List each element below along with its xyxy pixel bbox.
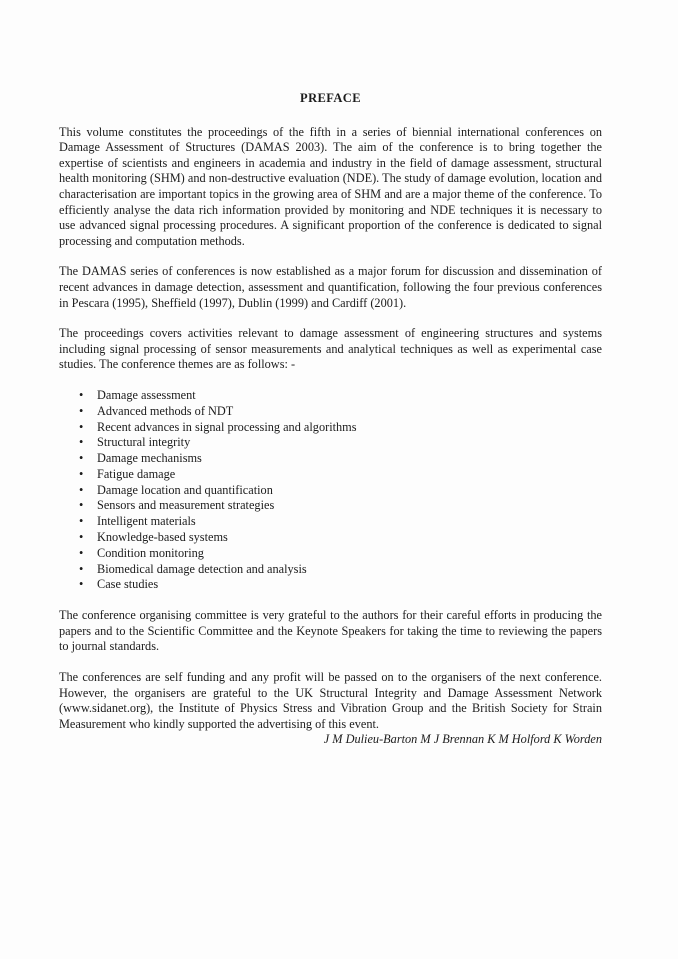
bullet-icon: • [79, 530, 84, 545]
theme-label: Damage location and quantification [97, 482, 273, 497]
acknowledgement-paragraph: The conference organising committee is very grateful to the authors for their careful efforts in producing the papers and to the Scientific Committee and the Keynote Speakers for taking the time to reviewing the papers to journal standards. [59, 608, 602, 654]
theme-label: Knowledge-based systems [97, 530, 228, 545]
bullet-icon: • [79, 482, 84, 497]
list-item [59, 404, 602, 420]
list-item [59, 514, 602, 530]
list-item [59, 435, 602, 451]
bullet-icon: • [79, 466, 84, 481]
theme-label: Biomedical damage detection and analysis [97, 561, 307, 576]
bullet-icon: • [79, 577, 84, 592]
list-item [59, 467, 602, 483]
editors-signature: J M Dulieu-Barton M J Brennan K M Holford K Worden [323, 732, 602, 747]
bullet-icon: • [79, 451, 84, 466]
bullet-icon: • [79, 514, 84, 529]
bullet-icon: • [79, 435, 84, 450]
bullet-icon: • [79, 545, 84, 560]
series-paragraph: The DAMAS series of conferences is now established as a major forum for discussion and dissemination of recent advances in damage detection, assessment and quantification, following the four previous conferences in Pescara (1995), Sheffield (1997), Dublin (1999) and Cardiff (2001). [59, 264, 602, 310]
list-item [59, 530, 602, 546]
intro-paragraph: This volume constitutes the proceedings of the fifth in a series of biennial international conferences on Damage Assessment of Structures (DAMAS 2003). The aim of the conference is to bring together the expertise of scientists and engineers in academia and industry in the field of damage assessment, structural health monitoring (SHM) and non-destructive evaluation (NDE). The study of damage evolution, location and characterisation are important topics in the growing area of SHM and are a major theme of the conference. To efficiently analyse the data rich information provided by monitoring and NDE techniques it is necessary to use advanced signal processing procedures. A significant proportion of the conference is dedicated to signal processing and computation methods. [59, 124, 602, 248]
theme-label: Recent advances in signal processing and algorithms [97, 419, 357, 434]
theme-label: Sensors and measurement strategies [97, 498, 275, 513]
list-item [59, 498, 602, 514]
preface-content [59, 91, 602, 748]
proceedings-paragraph: The proceedings covers activities relevant to damage assessment of engineering structures and systems including signal processing of sensor measurements and analytical techniques as well as experimental case studies. The conference themes are as follows: - [59, 326, 602, 372]
theme-label: Damage mechanisms [97, 451, 202, 466]
theme-label: Fatigue damage [97, 466, 176, 481]
list-item [59, 546, 602, 562]
list-item [59, 388, 602, 404]
theme-label: Damage assessment [97, 387, 196, 402]
themes-list [59, 388, 602, 593]
theme-label: Intelligent materials [97, 514, 196, 529]
bullet-icon: • [79, 387, 84, 402]
list-item [59, 577, 602, 593]
bullet-icon: • [79, 419, 84, 434]
theme-label: Structural integrity [97, 435, 191, 450]
theme-label: Advanced methods of NDT [97, 403, 234, 418]
list-item [59, 420, 602, 436]
theme-label: Case studies [97, 577, 159, 592]
bullet-icon: • [79, 498, 84, 513]
bullet-icon: • [79, 403, 84, 418]
list-item [59, 451, 602, 467]
bullet-icon: • [79, 561, 84, 576]
theme-label: Condition monitoring [97, 545, 204, 560]
list-item [59, 562, 602, 578]
page-title: PREFACE [300, 91, 361, 105]
list-item [59, 483, 602, 499]
funding-paragraph: The conferences are self funding and any profit will be passed on to the organisers of the next conference. However, the organisers are grateful to the UK Structural Integrity and Damage Assessment Network (www.sidanet.org), the Institute of Physics Stress and Vibration Group and the British Society for Strain Measurement who kindly supported the advertising of this event. [59, 670, 602, 731]
